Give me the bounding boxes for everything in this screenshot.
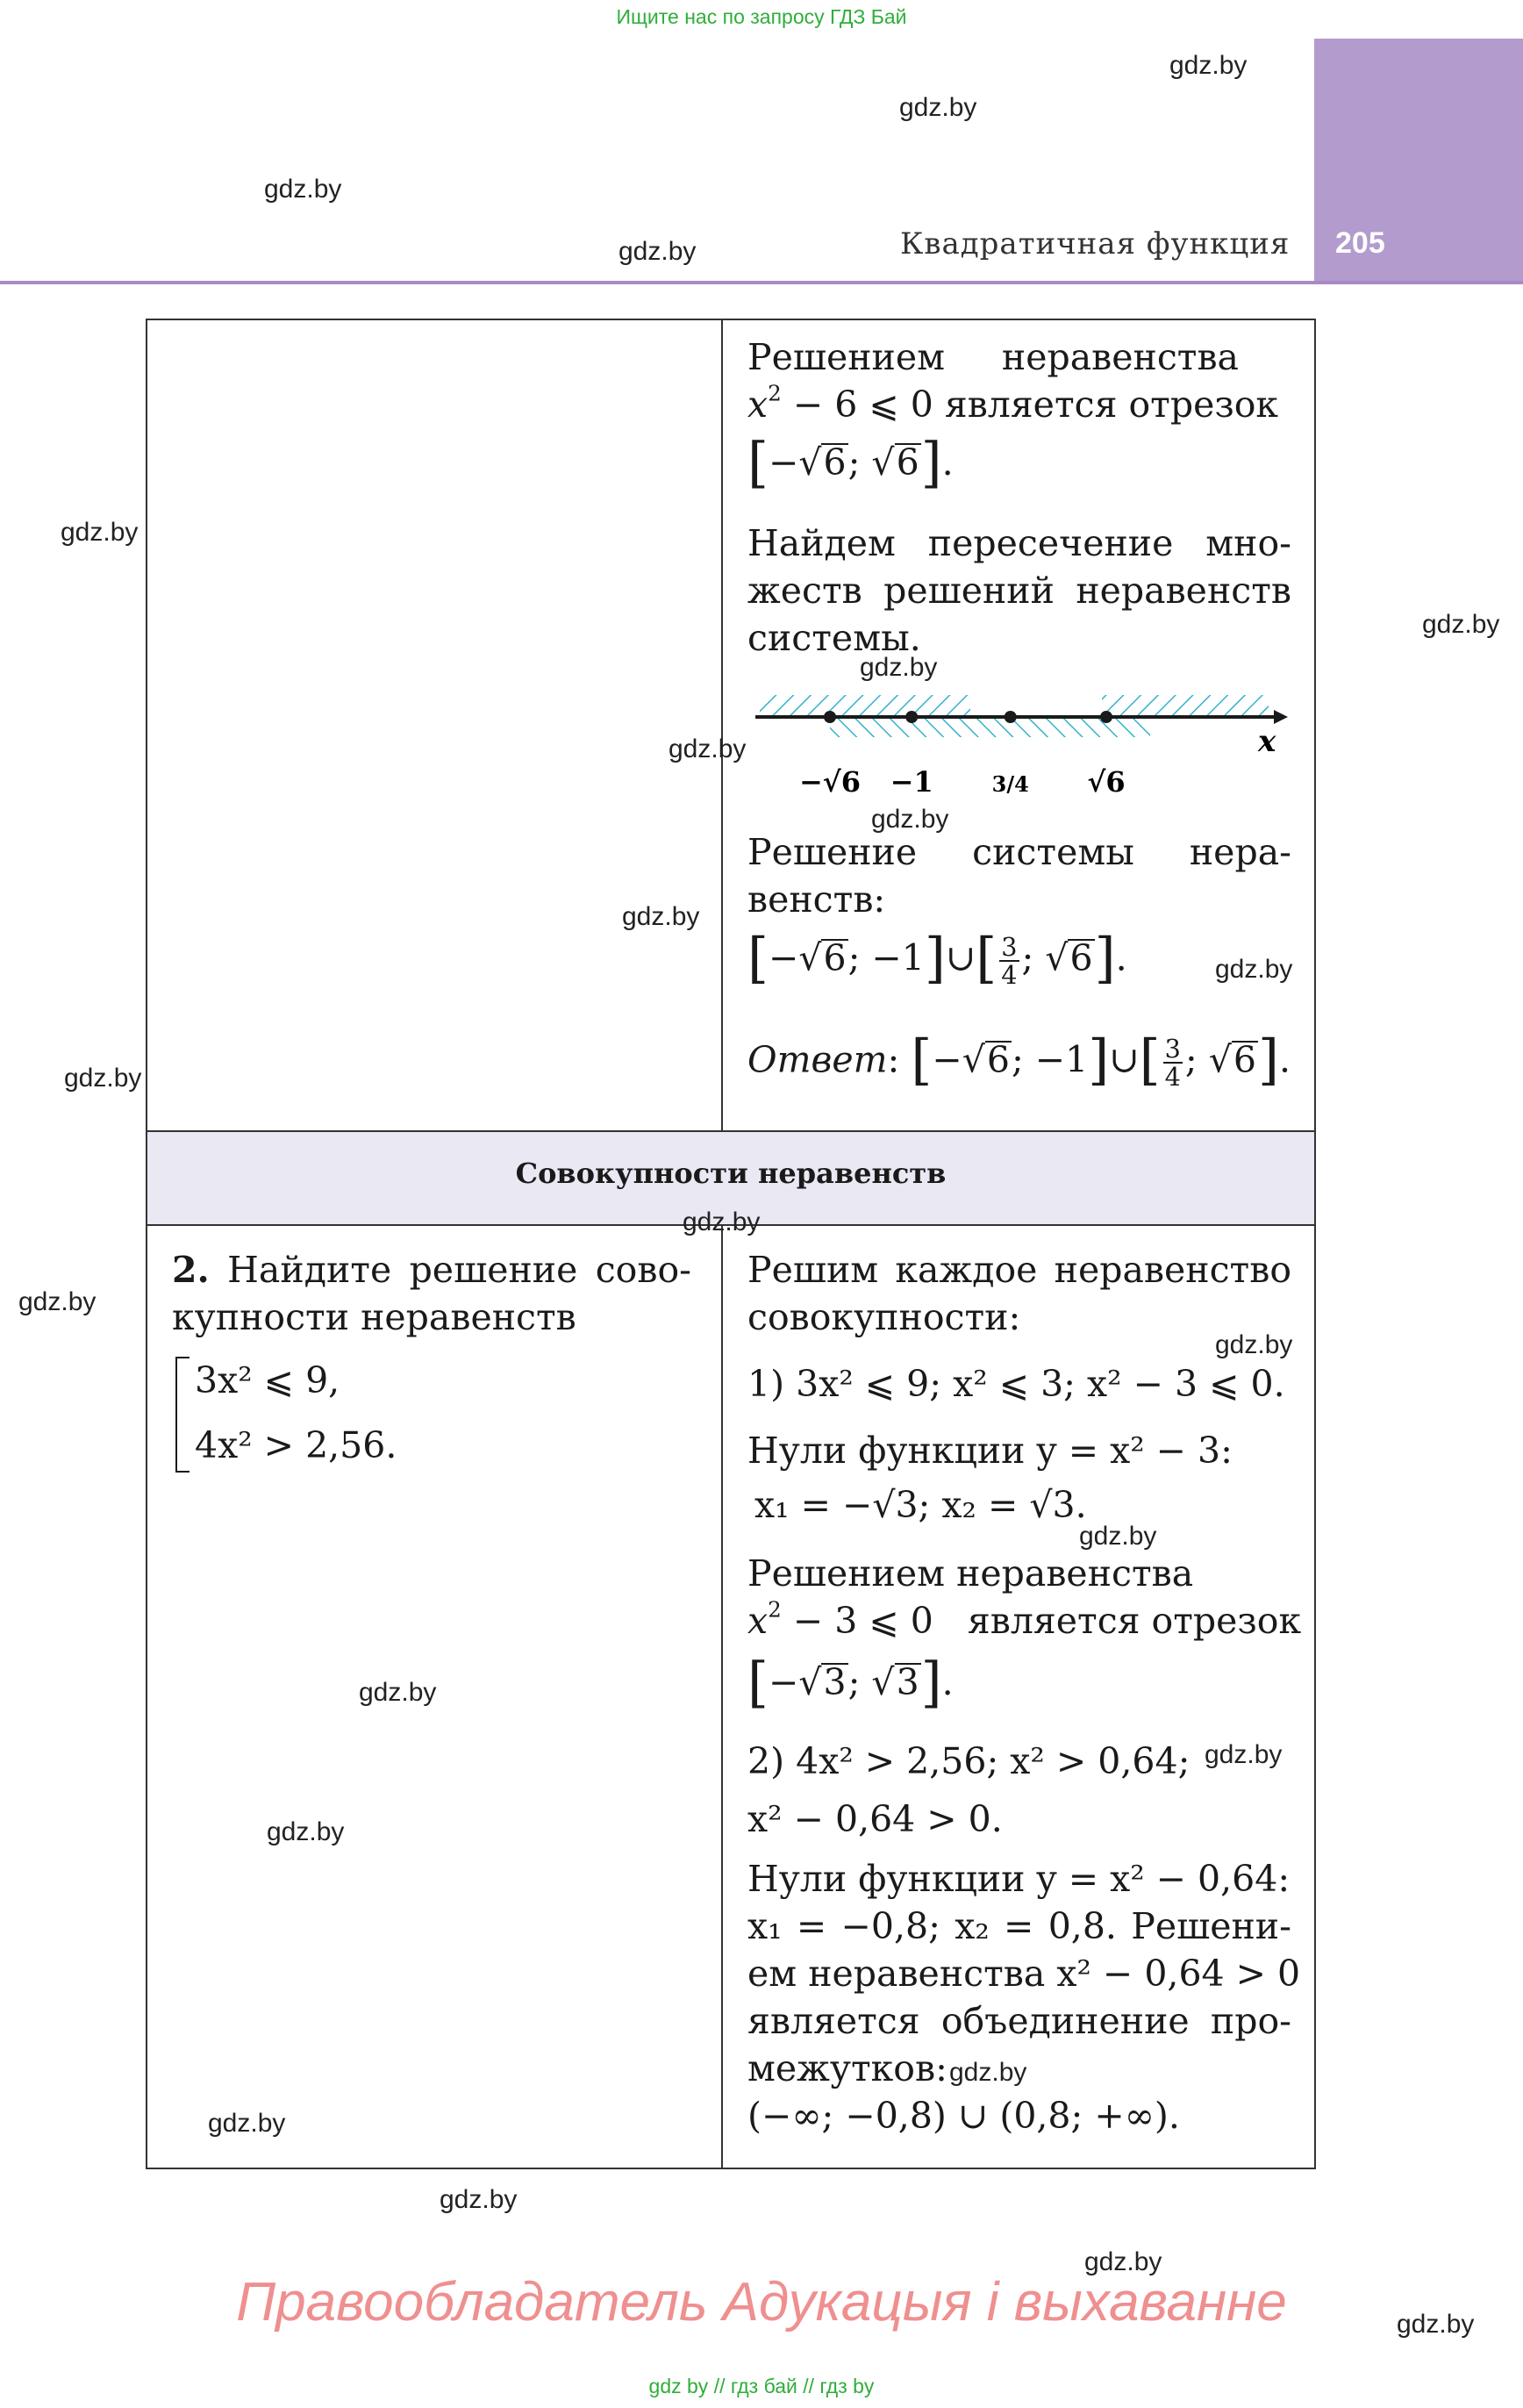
running-title: Квадратичная функция	[900, 226, 1291, 262]
watermark: gdz.by	[61, 518, 139, 547]
watermark: gdz.by	[1215, 955, 1293, 984]
answer-line: Ответ: [−√6; −1]∪[ $\frac{3}{4}$ ; √6].	[747, 1028, 1291, 1093]
watermark: gdz.by	[949, 2058, 1027, 2087]
copyright-claim: Правообладатель Адукацыя і выхаванне	[236, 2272, 1287, 2333]
system-solution: [−√6; −1]∪[ $\frac{3}{4}$ ; √6].	[747, 927, 1127, 991]
column-divider	[721, 319, 723, 2169]
point-label: −1	[890, 765, 933, 799]
hatch-region-1	[760, 695, 970, 716]
interval-result: [−√3; √3].	[747, 1651, 954, 1715]
zeros-title-1: Нули функции y = x² − 3:	[747, 1430, 1233, 1472]
inequality-2: 4x² > 2,56.	[195, 1424, 397, 1466]
watermark: gdz.by	[1422, 610, 1500, 639]
step-2-cont: x² − 0,64 > 0.	[747, 1798, 1003, 1840]
watermark: gdz.by	[669, 735, 747, 763]
watermark: gdz.by	[208, 2109, 286, 2138]
solution-text-line: Решение системы нера-	[747, 831, 1291, 873]
point-marker	[905, 711, 918, 723]
watermark: gdz.by	[683, 1208, 761, 1236]
solution-text-line: жеств решений неравенств	[747, 570, 1291, 612]
watermark: gdz.by	[1397, 2310, 1475, 2339]
solution-text-line: является объединение про-	[747, 2000, 1291, 2042]
top-banner: Ищите нас по запросу ГДЗ Бай	[616, 5, 907, 28]
watermark: gdz.by	[1205, 1740, 1283, 1769]
solution-text-line: Решением неравенства	[747, 336, 1239, 378]
inequality-1: 3x² ⩽ 9,	[195, 1359, 340, 1401]
inequality-line: $x^2 - 3$ ⩽ 0 является отрезок	[747, 1596, 1302, 1642]
axis-arrow	[1274, 710, 1288, 724]
watermark: gdz.by	[64, 1064, 142, 1093]
point-label: 3/4	[991, 771, 1029, 797]
watermark: gdz.by	[622, 902, 700, 931]
solution-text-line: Решим каждое неравенство	[747, 1249, 1291, 1291]
solution-text-line: системы.	[747, 617, 921, 659]
solution-text-line: совокупности:	[747, 1296, 1021, 1338]
task-line: купности неравенств	[172, 1296, 576, 1338]
solution-text-line: Нули функции y = x² − 0,64:	[747, 1858, 1291, 1900]
solution-text-line: межутков:	[747, 2047, 947, 2089]
inequality-line: $x^2 - 6$ ⩽ 0 является отрезок	[747, 380, 1279, 426]
watermark: gdz.by	[267, 1817, 345, 1846]
watermark: gdz.by	[264, 175, 342, 204]
zeros-1: x₁ = −√3; x₂ = √3.	[754, 1484, 1087, 1526]
solution-text-line: x₁ = −0,8; x₂ = 0,8. Решени-	[747, 1905, 1291, 1947]
point-marker	[824, 711, 836, 723]
watermark: gdz.by	[899, 93, 977, 122]
header-rule	[0, 281, 1523, 284]
number-line	[751, 684, 1295, 807]
set-bracket	[175, 1357, 189, 1473]
task-line: 2. Найдите решение сово-	[172, 1249, 691, 1291]
section-title: Совокупности неравенств	[515, 1157, 947, 1190]
watermark: gdz.by	[1215, 1330, 1293, 1359]
solution-text-line: Решением неравенства	[747, 1552, 1194, 1595]
point-marker	[1005, 711, 1017, 723]
bottom-banner: gdz by // гдз бай // гдз by	[648, 2375, 875, 2397]
hatch-region-3	[1102, 695, 1269, 716]
solution-text-line: венств:	[747, 878, 886, 921]
watermark: gdz.by	[440, 2185, 518, 2214]
union-result: (−∞; −0,8) ∪ (0,8; +∞).	[747, 2095, 1180, 2137]
watermark: gdz.by	[1079, 1522, 1157, 1551]
point-label: √6	[1087, 765, 1126, 799]
row-divider	[146, 1130, 1316, 1132]
watermark: gdz.by	[1084, 2247, 1162, 2276]
solution-text-line: Найдем пересечение мно-	[747, 522, 1291, 564]
watermark: gdz.by	[618, 237, 697, 266]
watermark: gdz.by	[871, 805, 949, 834]
step-2: 2) 4x² > 2,56; x² > 0,64;	[747, 1740, 1191, 1782]
step-1: 1) 3x² ⩽ 9; x² ⩽ 3; x² − 3 ⩽ 0.	[747, 1363, 1285, 1405]
watermark: gdz.by	[18, 1287, 97, 1316]
page-number: 205	[1335, 226, 1385, 260]
watermark: gdz.by	[1169, 51, 1248, 80]
point-marker	[1100, 711, 1112, 723]
interval-result: [−√6; √6].	[747, 431, 954, 495]
solution-text-line: ем неравенства x² − 0,64 > 0	[747, 1953, 1301, 1995]
watermark: gdz.by	[359, 1678, 437, 1707]
point-label: −√6	[798, 765, 862, 799]
watermark: gdz.by	[860, 653, 938, 682]
axis-label: x	[1258, 724, 1276, 759]
